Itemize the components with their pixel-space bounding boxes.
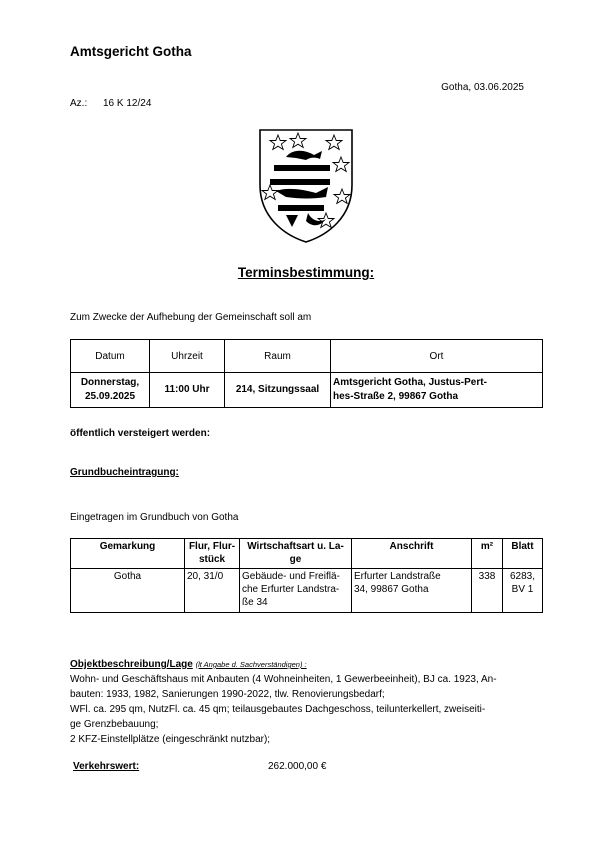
appointment-time: 11:00 Uhr: [150, 373, 225, 408]
header-ort: Ort: [331, 340, 543, 373]
court-name: Amtsgericht Gotha: [70, 44, 192, 59]
appointment-date: [71, 373, 150, 408]
header-datum: Datum: [71, 340, 150, 373]
anschrift-line-2: 34, 99867 Gotha: [354, 584, 429, 595]
grundbuch-heading: Grundbucheintragung:: [70, 467, 179, 478]
page-title: Terminsbestimmung:: [237, 265, 375, 280]
object-line-3: WFl. ca. 295 qm, NutzFl. ca. 45 qm; teilausgebautes Dachgeschoss, teilunterkellert, zweiseiti-: [70, 704, 486, 715]
wirt-header-1: Wirtschaftsart u. La-: [247, 541, 344, 552]
az-label: Az.:: [70, 98, 88, 109]
header-gemarkung: Gemarkung: [71, 539, 185, 569]
object-note: (lt Angabe d. Sachverständigen) :: [195, 660, 307, 669]
wirt-line-2: che Erfurter Landstra-: [242, 584, 340, 595]
object-line-1: Wohn- und Geschäftshaus mit Anbauten (4 Wohneinheiten, 1 Gewerbeeinheit), BJ ca. 1923, An-: [70, 674, 497, 685]
table-header-row: [71, 340, 543, 373]
cell-gemarkung: Gotha: [71, 569, 185, 613]
intro-text: Zum Zwecke der Aufhebung der Gemeinschaft soll am: [70, 312, 312, 323]
az-value: 16 K 12/24: [103, 98, 152, 109]
table-header-row: [71, 539, 543, 569]
cell-flur: 20, 31/0: [185, 569, 240, 613]
cell-m2: 338: [472, 569, 503, 613]
header-blatt: Blatt: [503, 539, 543, 569]
thuringia-coat-of-arms-icon: [256, 127, 356, 244]
object-heading-line: [70, 657, 545, 672]
object-line-4: ge Grenzbebauung;: [70, 719, 159, 730]
land-register-table: [70, 538, 543, 613]
verkehrswert-value: 262.000,00 €: [268, 761, 327, 772]
wirt-line-1: Gebäude- und Freiflä-: [242, 571, 340, 582]
cell-blatt: [503, 569, 543, 613]
flur-header-2: stück: [198, 554, 226, 565]
table-row: [71, 373, 543, 408]
auction-text: öffentlich versteigert werden:: [70, 428, 211, 439]
header-anschrift: Anschrift: [352, 539, 472, 569]
appointment-room: 214, Sitzungssaal: [225, 373, 331, 408]
wirt-line-3: ße 34: [242, 597, 268, 608]
date-line-2: 25.09.2025: [84, 391, 136, 402]
object-heading: Objektbeschreibung/Lage: [70, 659, 193, 670]
blatt-line-1: 6283,: [509, 571, 536, 582]
register-text: Eingetragen im Grundbuch von Gotha: [70, 512, 239, 523]
object-line-2: bauten: 1933, 1982, Sanierungen 1990-2022, tlw. Renovierungsbedarf;: [70, 689, 385, 700]
place-line-1: Amtsgericht Gotha, Justus-Pert-: [333, 377, 487, 388]
header-flur: [185, 539, 240, 569]
appointment-table: [70, 339, 543, 408]
flur-header-1: Flur, Flur-: [188, 541, 236, 552]
blatt-line-2: BV 1: [511, 584, 534, 595]
appointment-place: [331, 373, 543, 408]
header-uhrzeit: Uhrzeit: [150, 340, 225, 373]
header-wirtschaftsart: [240, 539, 352, 569]
object-line-5: 2 KFZ-Einstellplätze (eingeschränkt nutzbar);: [70, 734, 271, 745]
place-line-2: hes-Straße 2, 99867 Gotha: [333, 391, 459, 402]
cell-wirtschaftsart: [240, 569, 352, 613]
place-date: Gotha, 03.06.2025: [441, 82, 524, 93]
object-description: [70, 657, 545, 747]
cell-anschrift: [352, 569, 472, 613]
table-row: [71, 569, 543, 613]
anschrift-line-1: Erfurter Landstraße: [354, 571, 441, 582]
date-line-1: Donnerstag,: [80, 377, 140, 388]
header-m2: m²: [472, 539, 503, 569]
verkehrswert-label: Verkehrswert:: [73, 761, 140, 772]
wirt-header-2: ge: [289, 554, 302, 565]
header-raum: Raum: [225, 340, 331, 373]
